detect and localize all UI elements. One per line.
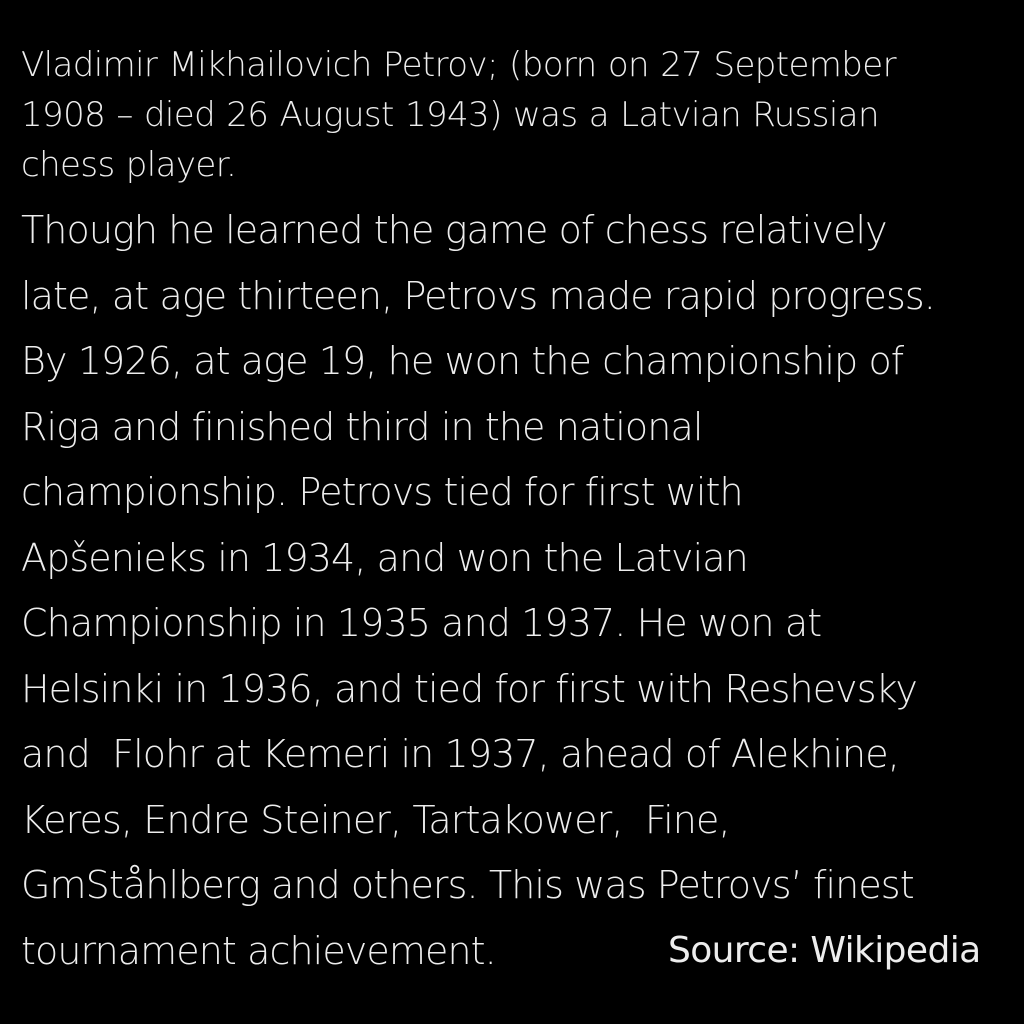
body-line: By 1926, at age 19, he won the championship of <box>21 339 904 383</box>
body-line: Keres, Endre Steiner, Tartakower, Fine, <box>21 797 730 842</box>
body-line: championship. Petrovs tied for first with <box>21 470 743 514</box>
body-line: and Flohr at Kemeri in 1937, ahead of Alekhine, <box>21 732 899 776</box>
body-line: Riga and finished third in the national <box>21 404 703 449</box>
body-line: Championship in 1935 and 1937. He won at <box>21 601 822 645</box>
intro-line: Vladimir Mikhailovich Petrov; (born on 27 September <box>21 45 896 85</box>
body-line: Though he learned the game of chess relatively <box>21 208 887 252</box>
body-line: GmStåhlberg and others. This was Petrovs’ finest <box>21 863 914 907</box>
intro-paragraph <box>21 40 1011 190</box>
source-attribution: Source: Wikipedia <box>668 930 981 971</box>
intro-line: 1908 – died 26 August 1943) was a Latvian Russian <box>21 95 879 135</box>
body-line: Helsinki in 1936, and tied for first with Reshevsky <box>21 666 918 711</box>
body-paragraph <box>21 198 1011 984</box>
intro-line: chess player. <box>21 145 237 185</box>
body-line: Apšenieks in 1934, and won the Latvian <box>21 535 748 580</box>
body-line: late, at age thirteen, Petrovs made rapid progress. <box>21 273 935 318</box>
body-line: tournament achievement. <box>21 928 496 973</box>
